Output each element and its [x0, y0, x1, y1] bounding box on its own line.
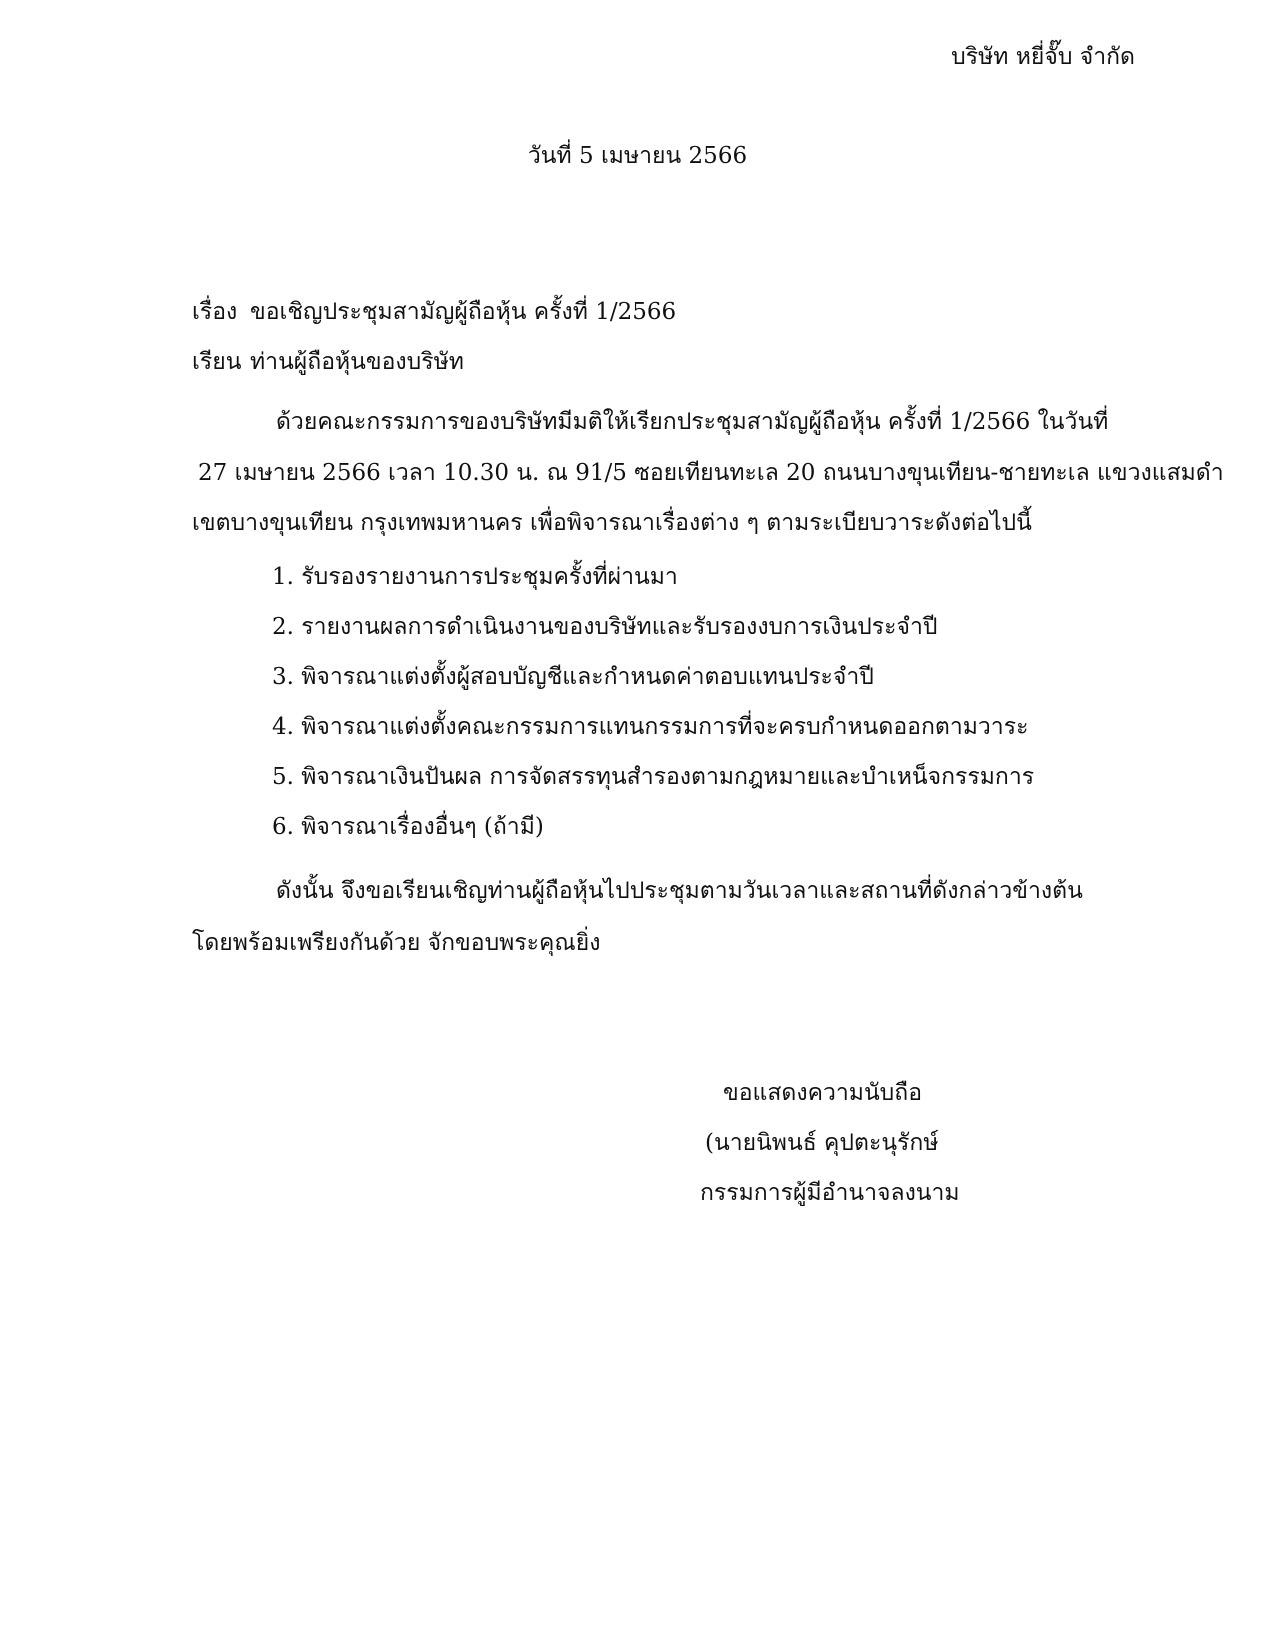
recipient-line — [192, 347, 464, 377]
body-line-1 — [192, 407, 1108, 437]
signature-name: (นายนิพนธ์ คุปตะนุรักษ์ — [705, 1130, 939, 1156]
agenda-item: 5. พิจารณาเงินปันผล การจัดสรรทุนสำรองตามกฎหมายและบำเหน็จกรรมการ — [272, 764, 1035, 790]
subject-text: ขอเชิญประชุมสามัญผู้ถือหุ้น ครั้งที่ 1/2566 — [250, 299, 677, 325]
signature-regards: ขอแสดงความนับถือ — [723, 1080, 923, 1106]
agenda-item: 4. พิจารณาแต่งตั้งคณะกรรมการแทนกรรมการที่จะครบกำหนดออกตามวาระ — [272, 714, 1029, 740]
signature-position: กรรมการผู้มีอำนาจลงนาม — [700, 1180, 960, 1206]
agenda-item: 2. รายงานผลการดำเนินงานของบริษัทและรับรองงบการเงินประจำปี — [272, 614, 938, 640]
body-line-3: เขตบางขุนเทียน กรุงเทพมหานคร เพื่อพิจารณาเรื่องต่าง ๆ ตามระเบียบวาระดังต่อไปนี้ — [192, 510, 1032, 536]
subject-line — [192, 297, 676, 327]
recipient-label: เรียน — [192, 349, 242, 375]
body-line-2: 27 เมษายน 2566 เวลา 10.30 น. ณ 91/5 ซอยเทียนทะเล 20 ถนนบางขุนเทียน-ชายทะเล แขวงแสมดำ — [198, 460, 1224, 486]
agenda-item: 6. พิจารณาเรื่องอื่นๆ (ถ้ามี) — [272, 814, 544, 840]
body-line-1-text: ด้วยคณะกรรมการของบริษัทมีมติให้เรียกประชุมสามัญผู้ถือหุ้น ครั้งที่ 1/2566 ในวันที่ — [276, 409, 1109, 435]
subject-label: เรื่อง — [192, 299, 238, 325]
agenda-item: 1. รับรองรายงานการประชุมครั้งที่ผ่านมา — [272, 564, 678, 590]
agenda-item: 3. พิจารณาแต่งตั้งผู้สอบบัญชีและกำหนดค่าตอบแทนประจำปี — [272, 664, 874, 690]
company-name: บริษัท หยี่จั๊บ จำกัด — [951, 44, 1135, 70]
recipient-text: ท่านผู้ถือหุ้นของบริษัท — [250, 349, 464, 375]
letter-date: วันที่ 5 เมษายน 2566 — [527, 143, 748, 169]
closing-line-1: ดังนั้น จึงขอเรียนเชิญท่านผู้ถือหุ้นไปประชุมตามวันเวลาและสถานที่ดังกล่าวข้างต้น — [276, 878, 1083, 904]
closing-line-2: โดยพร้อมเพรียงกันด้วย จักขอบพระคุณยิ่ง — [192, 930, 601, 956]
